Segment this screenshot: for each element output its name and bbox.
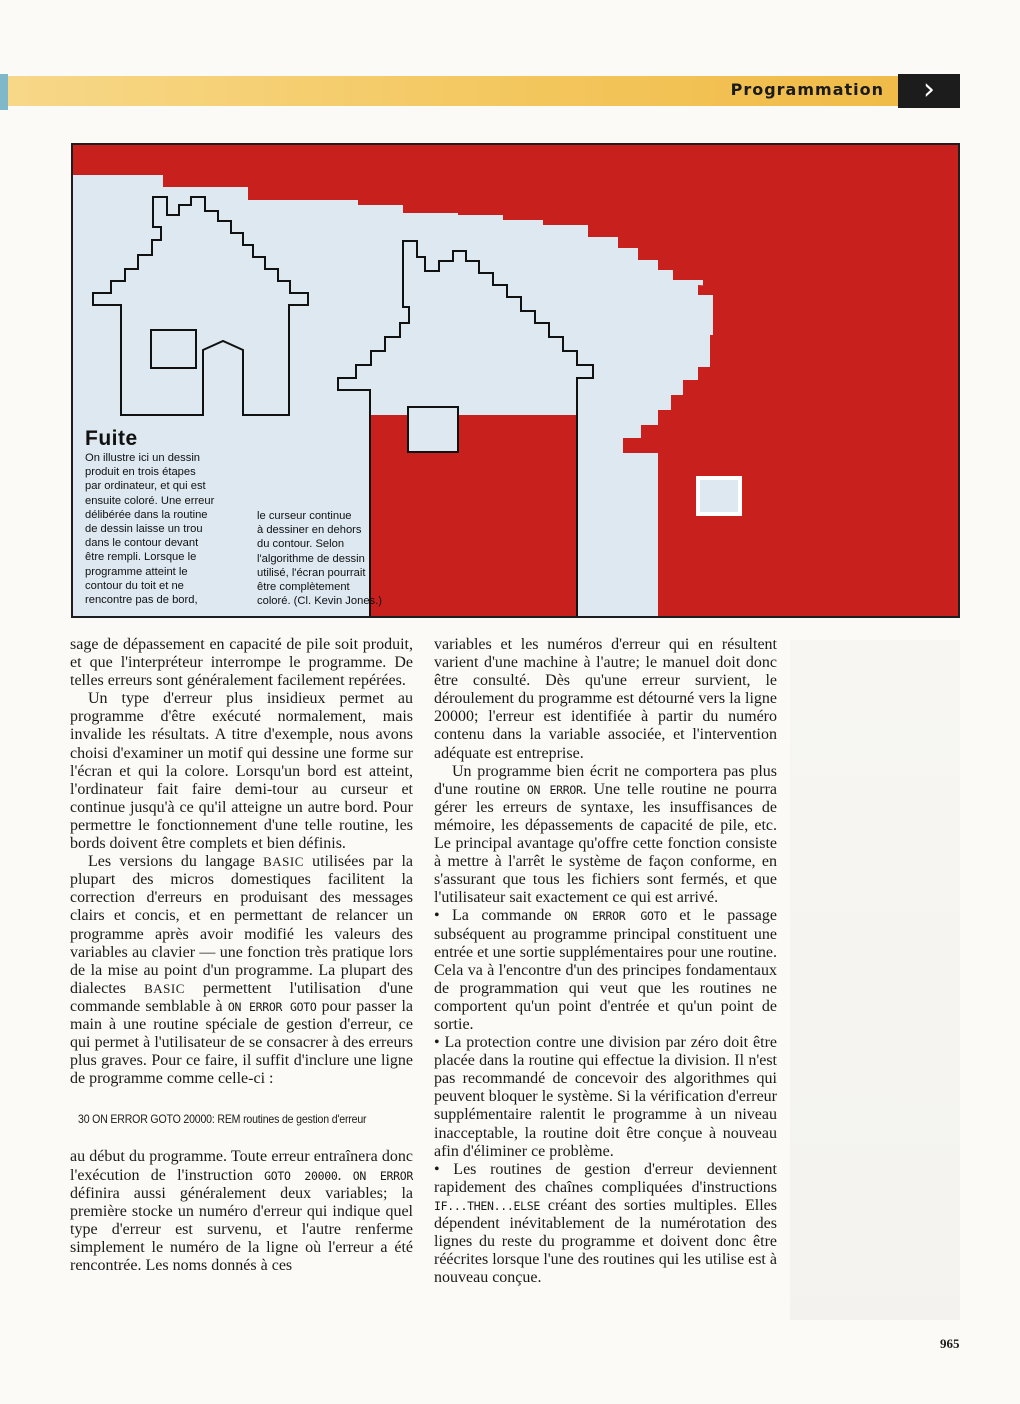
figure-caption-right: le curseur continue à dessiner en dehors du contour. Selon l'algorithme de dessin utilisé, l'écran pourrait être complètement coloré. (Cl. Kevin Jones.)	[257, 510, 382, 608]
house-1-outline	[93, 197, 308, 415]
paragraph: Un type d'erreur plus insidieux permet au programme d'être exécuté normalement, mais invalide les résultats. A titre d'exemple, nous avons choisi d'examiner un motif qui dessine une forme sur l'écran et qui la colore. Lorsqu'un bord est atteint, l'ordinateur fait faire demi-tour au curseur et continue jusqu'à ce qu'il atteigne un autre bord. Pour permettre le fonctionnement d'une telle routine, les bords doivent être complets et bien définis.	[70, 690, 413, 853]
paragraph: sage de dépassement en capacité de pile soit produit, et que l'interpréteur interrompe le programme. De telles erreurs sont généralement facilement repérées.	[70, 636, 413, 690]
text-run: utilisées par la plupart des micros domestiques facilitent la correction d'erreurs en produisant des messages clairs et concis, et en permettant de relancer un programme après avoir modifié les valeurs des variables au clavier — une fonction très pratique lors de la mise au point d'un programme. La plupart des dialectes	[70, 853, 413, 997]
text-run: et le passage subséquent au programme principal constituent une entrée et une sortie supplémentaires pour une routine. Cela va à l'encontre d'un des principes fondamentaux de programmation qui veut que les routines ne comportent qu'un point d'entrée et qu'un point de sortie.	[434, 907, 778, 1033]
inline-code: ON ERROR GOTO	[563, 909, 667, 924]
bullet-item	[434, 1161, 777, 1288]
inline-code: IF...THEN...ELSE	[434, 1198, 540, 1213]
house-3-window	[698, 478, 740, 514]
text-run: pour passer la main à une routine spéciale de gestion d'erreur, ce qui permet à l'utilisateur de se consacrer à des erreurs plus graves. Pour ce faire, il suffit d'inclure une ligne de programme comme celle-ci :	[70, 997, 414, 1088]
inline-code: ON ERROR	[352, 1168, 413, 1183]
inline-code: ON ERROR	[526, 782, 583, 797]
text-run: définira aussi généralement deux variables; la première stocke un numéro d'erreur qui indique quel type d'erreur est survenu, et l'autre renferme simplement le numéro de la ligne où l'erreur a été rencontrée. Les noms donnés à ces	[70, 1184, 413, 1274]
page-edge-marker	[0, 74, 8, 110]
basic-term: BASIC	[263, 854, 304, 870]
paragraph	[70, 853, 413, 1088]
text-column-left	[70, 636, 413, 1275]
text-column-right	[434, 636, 777, 1287]
code-line: 30 ON ERROR GOTO 20000: REM routines de gestion d'erreur	[78, 1112, 367, 1127]
text-run: .	[337, 1166, 353, 1184]
paragraph: variables et les numéros d'erreur qui en résultent varient d'une machine à l'autre; le manuel doit donc être consulté. Dès qu'une erreur survient, le déroulement du programme est détourné vers la ligne 20000; l'erreur est identifiée à partir du numéro contenu dans la variable associée, et l'intervention adéquate est entreprise.	[434, 636, 777, 762]
text-run: créant des sorties multiples. Elles dépendent inévitablement de la numérotation des lignes du reste du programme et doivent donc être réécrites lorsque l'une des routines qui les utilise est à nouveau conçue.	[434, 1196, 777, 1287]
figure-caption-left: On illustre ici un dessin produit en trois étapes par ordinateur, et qui est ensuite coloré. Une erreur délibérée dans la routine de dessin laisse un trou dans le contour devant être rempli. Lorsque le programme atteint le contour du toit et ne rencontre pas de bord,	[85, 452, 215, 607]
text-run: au début du programme. Toute erreur entraînera donc l'exécution de l'instruction	[70, 1148, 413, 1184]
house-1-window	[151, 330, 196, 368]
text-run: Un programme bien écrit ne comportera pas plus d'une routine	[434, 762, 777, 798]
bullet-item: • La protection contre une division par zéro doit être placée dans la routine qui effectue la division. Il n'est pas recommandé de concevoir des algorithmes qui peuvent bloquer le système. Si la vérification d'erreur supplémentaire ralentit le programme à un niveau inacceptable, la routine doit être conçue à nouveau afin d'éliminer ce problème.	[434, 1034, 777, 1160]
text-run: • Les routines de gestion d'erreur deviennent rapidement des chaînes compliquées d'instructions	[434, 1160, 777, 1196]
chevron-right-icon: ›	[898, 74, 960, 108]
text-run: Les versions du langage	[88, 853, 264, 871]
page-number: 965	[940, 1336, 960, 1351]
figure-houses	[71, 143, 960, 618]
paragraph	[434, 763, 777, 908]
section-header-band	[8, 76, 898, 106]
text-run: . Une telle routine ne pourra gérer les erreurs de syntaxe, les insuffisances de mémoire, les dépassements de capacité de pile, etc. Le principal avantage qu'offre cette fonction consiste à mettre à l'arrêt le système de façon conforme, en s'assurant que tous les fichiers sont fermés, et que l'utilisateur sait exactement ce qui est arrivé.	[434, 780, 777, 907]
figure-caption-title: Fuite	[85, 427, 138, 450]
paragraph	[70, 1148, 413, 1275]
inline-code: GOTO 20000	[264, 1168, 338, 1183]
house-2-window	[408, 407, 458, 452]
text-run: permettent l'utilisation d'une commande semblable à	[70, 979, 413, 1015]
bleed-through-margin	[790, 640, 960, 1320]
section-title: Programmation	[730, 80, 884, 99]
inline-code: ON ERROR GOTO	[227, 999, 317, 1014]
text-run: • La commande	[434, 907, 564, 925]
basic-term: BASIC	[144, 980, 185, 996]
bullet-item	[434, 907, 777, 1034]
